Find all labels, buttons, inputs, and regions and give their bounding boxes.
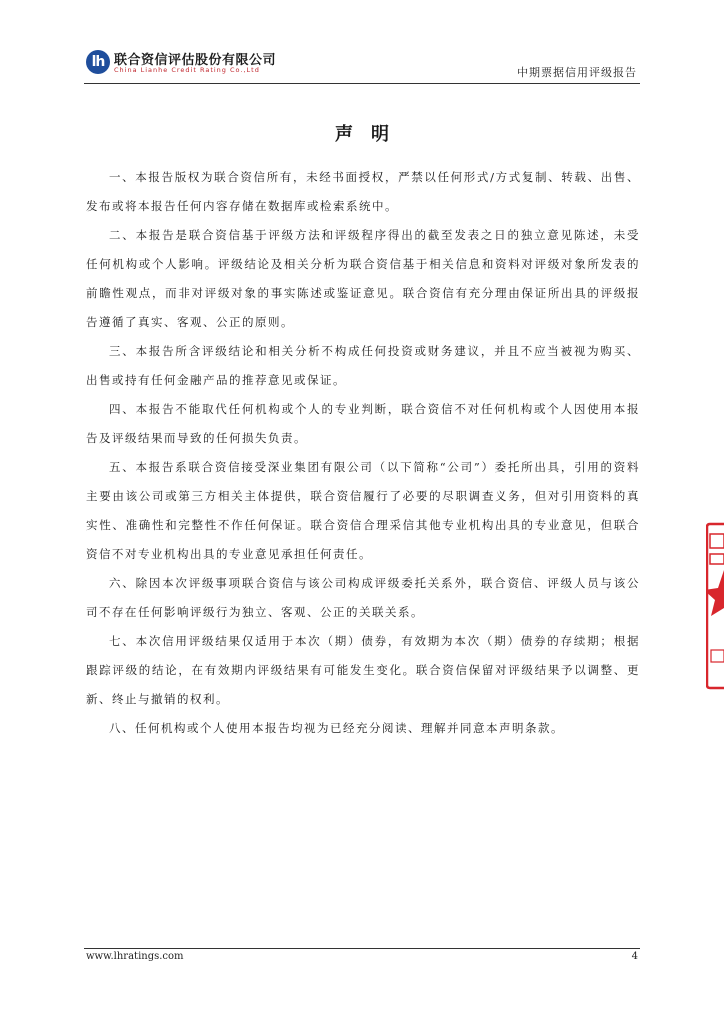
- page-title: 声明: [335, 124, 407, 145]
- lianhe-logo-icon: lh: [86, 50, 110, 74]
- statement-paragraph-1: 一、本报告版权为联合资信所有，未经书面授权，严禁以任何形式/方式复制、转载、出售、发布或将本报告任何内容存储在数据库或检索系统中。: [86, 170, 640, 213]
- company-name-en: China Lianhe Credit Rating Co.,Ltd: [114, 66, 260, 74]
- footer-website: www.lhratings.com: [86, 951, 184, 962]
- company-name-cn: 联合资信评估股份有限公司: [114, 53, 277, 68]
- statement-paragraph-3: 三、本报告所含评级结论和相关分析不构成任何投资或财务建议，并且不应当被视为购买、出售或持有任何金融产品的推荐意见或保证。: [86, 344, 640, 387]
- statement-paragraph-2: 二、本报告是联合资信基于评级方法和评级程序得出的截至发表之日的独立意见陈述，未受任何机构或个人影响。评级结论及相关分析为联合资信基于相关信息和资料对评级对象所发表的前瞻性观点，而非对评级对象的事实陈述或鉴证意见。联合资信有充分理由保证所出具的评级报告遵循了真实、客观、公正的原则。: [86, 228, 640, 329]
- header-divider: [84, 83, 640, 84]
- statement-paragraph-5: 五、本报告系联合资信接受深业集团有限公司（以下简称“公司”）委托所出具，引用的资料主要由该公司或第三方相关主体提供，联合资信履行了必要的尽职调查义务，但对引用资料的真实性、准确性和完整性不作任何保证。联合资信合理采信其他专业机构出具的专业意见，但联合资信不对专业机构出具的专业意见承担任何责任。: [86, 460, 640, 561]
- footer-divider: [84, 948, 640, 949]
- statement-paragraph-4: 四、本报告不能取代任何机构或个人的专业判断，联合资信不对任何机构或个人因使用本报告及评级结果而导致的任何损失负责。: [86, 402, 640, 445]
- page-header: [0, 0, 724, 86]
- statement-paragraph-7: 七、本次信用评级结果仅适用于本次（期）债券，有效期为本次（期）债券的存续期；根据跟踪评级的结论，在有效期内评级结果有可能发生变化。联合资信保留对评级结果予以调整、更新、终止与撤销的权利。: [86, 634, 640, 706]
- statement-body: [86, 163, 640, 743]
- statement-paragraph-8: 八、任何机构或个人使用本报告均视为已经充分阅读、理解并同意本声明条款。: [109, 721, 564, 735]
- report-type: 中期票据信用评级报告: [517, 66, 637, 79]
- red-seal-stamp-icon: [706, 518, 724, 694]
- statement-paragraph-6: 六、除因本次评级事项联合资信与该公司构成评级委托关系外，联合资信、评级人员与该公司不存在任何影响评级行为独立、客观、公正的关联关系。: [86, 576, 640, 619]
- page-number: 4: [631, 951, 638, 962]
